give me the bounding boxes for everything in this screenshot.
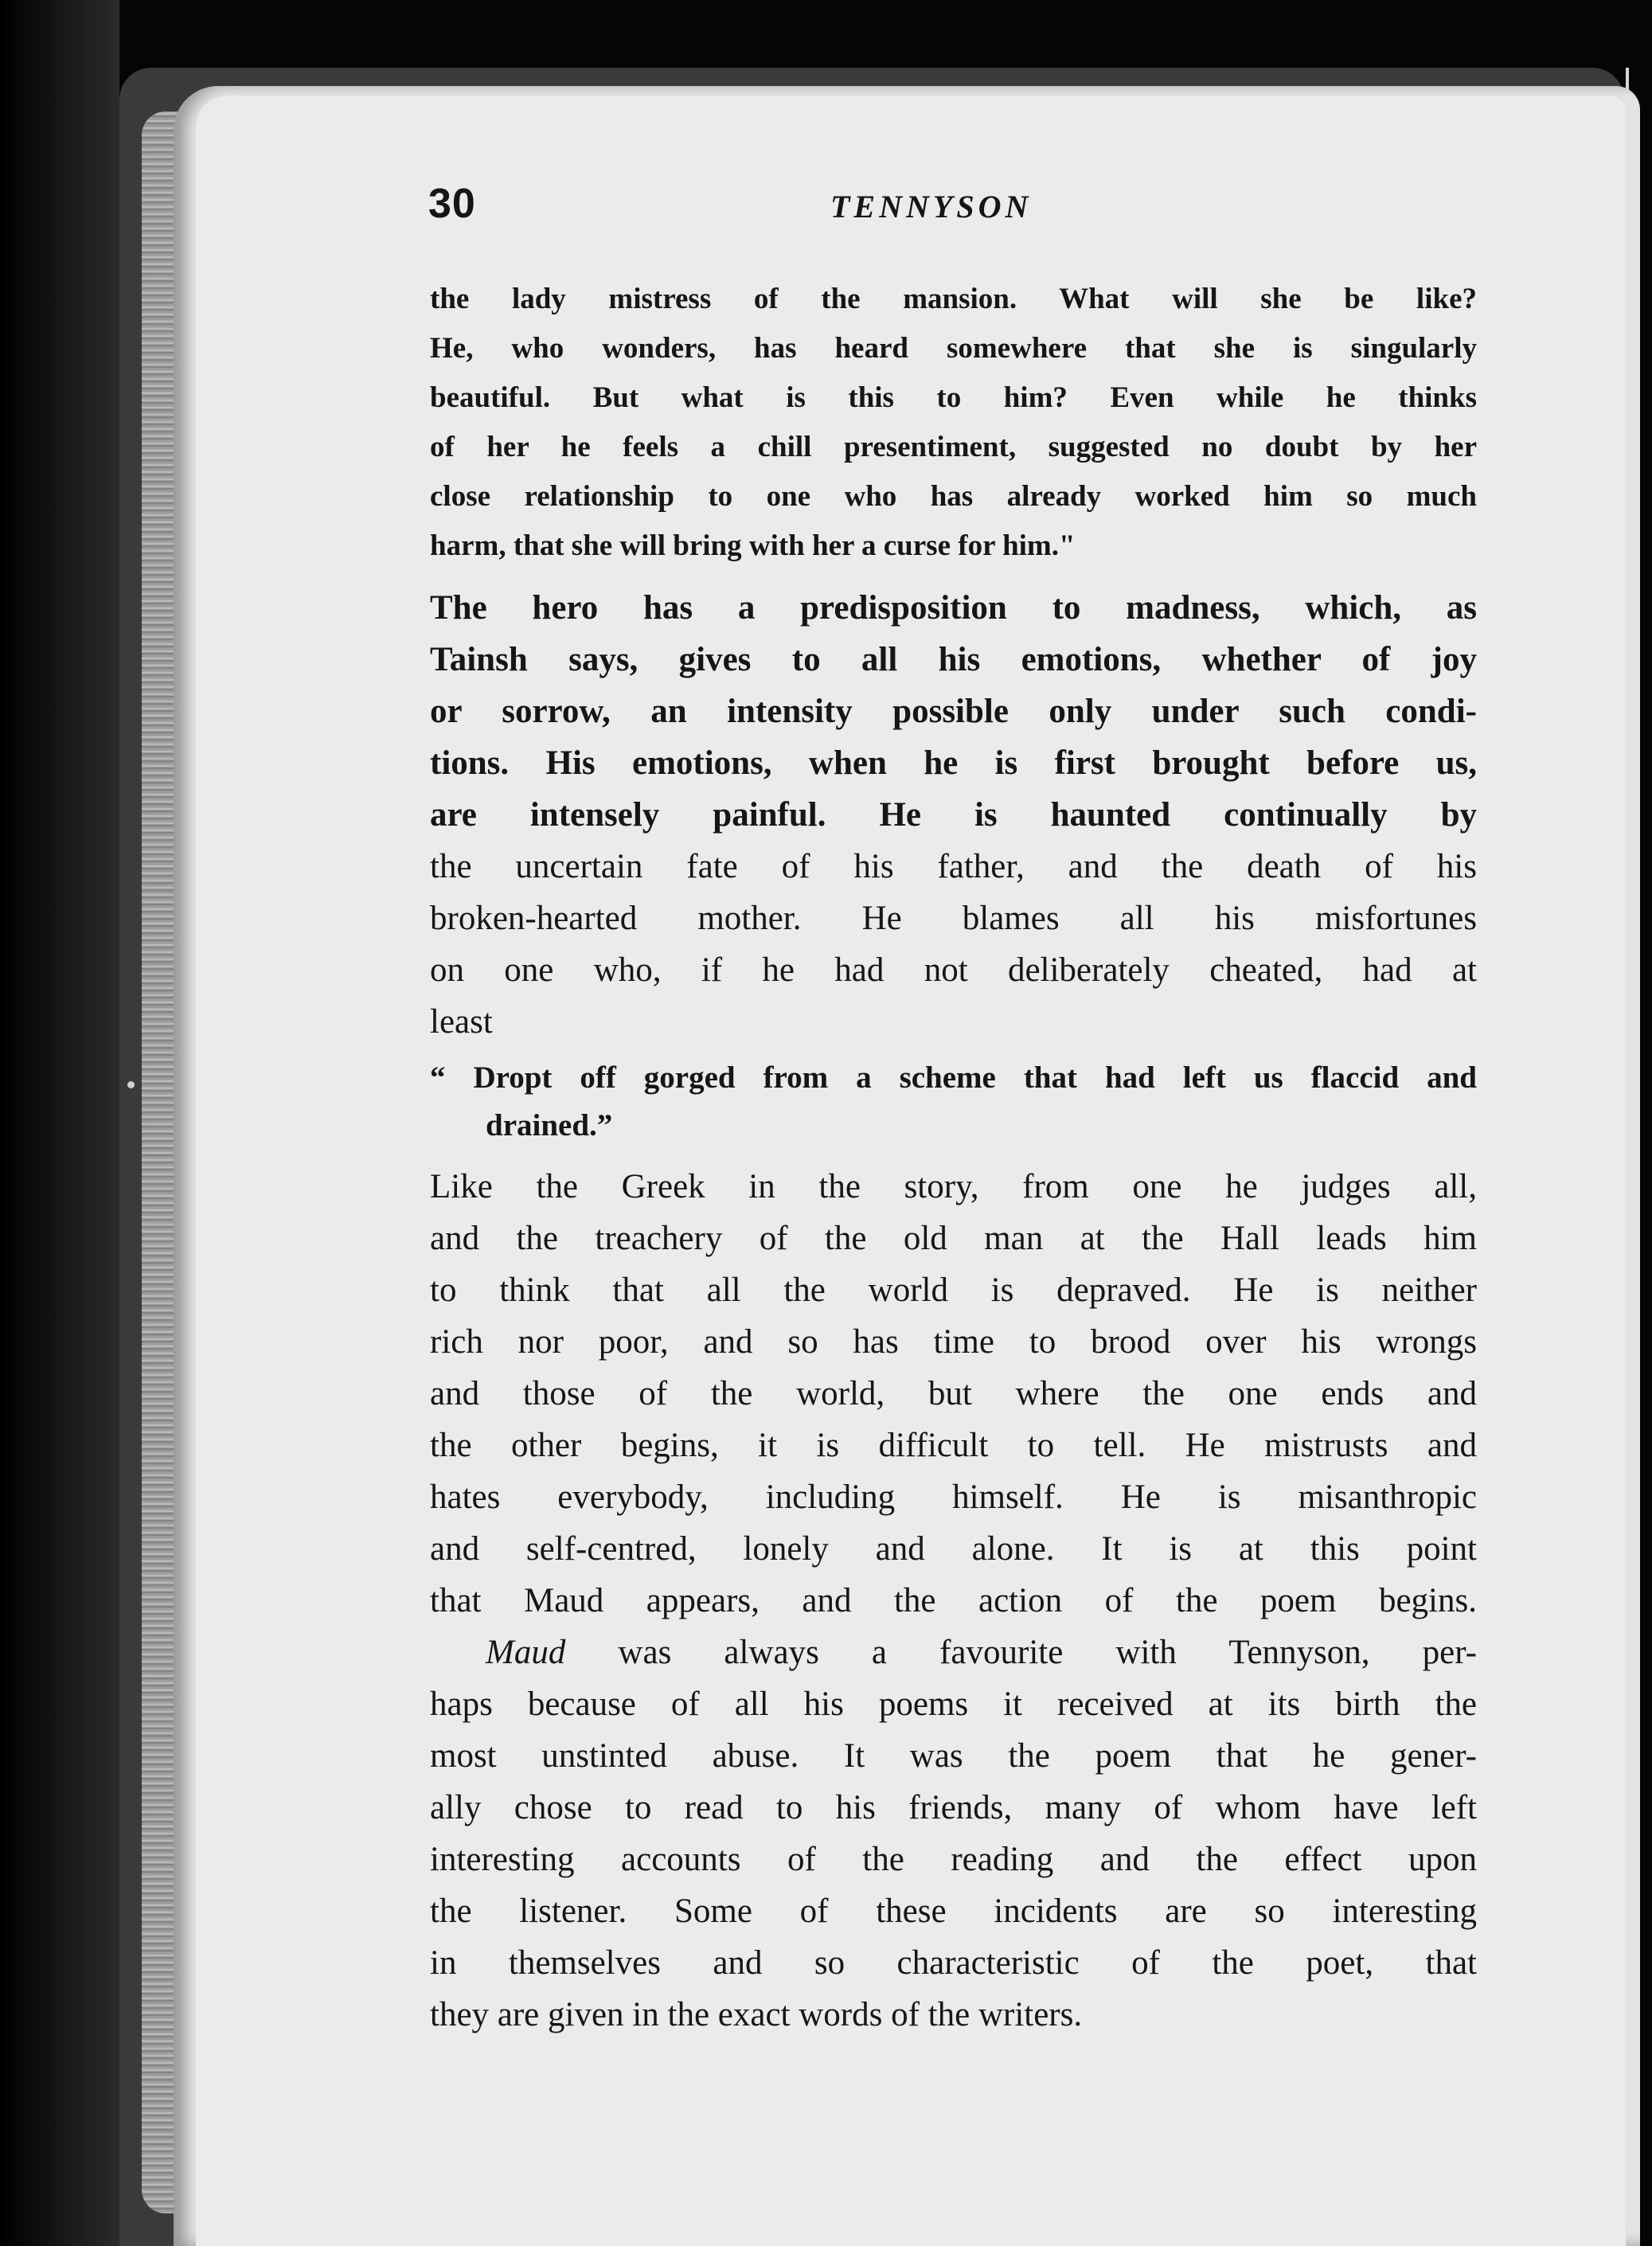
verse-quotation — [430, 1054, 1477, 1150]
text-line: most unstinted abuse. It was the poem that he gener- — [430, 1737, 1477, 1775]
text-line: and those of the world, but where the one ends and — [430, 1375, 1477, 1412]
verse-line: “ Dropt off gorged from a scheme that had left us flaccid and — [430, 1061, 1477, 1095]
text-line: least — [430, 1003, 493, 1041]
verse-line: drained.” — [486, 1108, 613, 1143]
text-line: He, who wonders, has heard somewhere that she is singularly — [430, 332, 1477, 365]
text-line: or sorrow, an intensity possible only under such condi- — [430, 693, 1477, 730]
text-line: the lady mistress of the mansion. What will she be like? — [430, 283, 1477, 315]
text-line: Tainsh says, gives to all his emotions, whether of joy — [430, 641, 1477, 678]
running-head — [428, 180, 1475, 236]
text-line: close relationship to one who has already worked him so much — [430, 480, 1477, 513]
text-line: Like the Greek in the story, from one he judges all, — [430, 1168, 1477, 1205]
scan-speck — [127, 1081, 135, 1088]
text-line: of her he feels a chill presentiment, suggested no doubt by her — [430, 431, 1477, 463]
italic-title: Maud — [486, 1634, 566, 1671]
text-line: broken-hearted mother. He blames all his misfortunes — [430, 900, 1477, 937]
text-line: beautiful. But what is this to him? Even while he thinks — [430, 381, 1477, 414]
text-line: and self-centred, lonely and alone. It is at this point — [430, 1530, 1477, 1568]
text-line: and the treachery of the old man at the Hall leads him — [430, 1220, 1477, 1257]
text-line: rich nor poor, and so has time to brood over his wrongs — [430, 1323, 1477, 1361]
scan-background-left — [0, 0, 119, 2246]
page-text — [430, 275, 1477, 2041]
text-line: in themselves and so characteristic of the poet, that — [430, 1944, 1477, 1982]
text-line: interesting accounts of the reading and the effect upon — [430, 1841, 1477, 1878]
paragraph-hero — [430, 582, 1477, 1048]
text-line: hates everybody, including himself. He is misanthropic — [430, 1478, 1477, 1516]
text-line: the other begins, it is difficult to tell. He mistrusts and — [430, 1427, 1477, 1464]
quoted-passage — [430, 275, 1477, 571]
text-line: harm, that she will bring with her a curse for him." — [430, 529, 1076, 562]
text-line: the uncertain fate of his father, and the death of his — [430, 848, 1477, 885]
text-line: the listener. Some of these incidents are so interesting — [430, 1892, 1477, 1930]
text-span: was always a favourite with Tennyson, per- — [565, 1634, 1477, 1671]
paragraph-greek — [430, 1161, 1477, 1627]
text-line: haps because of all his poems it received at its birth the — [430, 1685, 1477, 1723]
text-line — [430, 1627, 1477, 1678]
running-title: TENNYSON — [830, 189, 1033, 225]
page-number: 30 — [428, 181, 476, 227]
text-line: The hero has a predisposition to madness, which, as — [430, 589, 1477, 627]
text-line: tions. His emotions, when he is first brought before us, — [430, 744, 1477, 782]
text-line: they are given in the exact words of the writers. — [430, 1996, 1083, 2033]
text-line: to think that all the world is depraved. He is neither — [430, 1271, 1477, 1309]
text-line: are intensely painful. He is haunted continually by — [430, 796, 1477, 834]
text-line: on one who, if he had not deliberately cheated, had at — [430, 951, 1477, 989]
paragraph-maud — [430, 1627, 1477, 2041]
text-line: that Maud appears, and the action of the poem begins. — [430, 1582, 1477, 1619]
text-line: ally chose to read to his friends, many of whom have left — [430, 1789, 1477, 1826]
